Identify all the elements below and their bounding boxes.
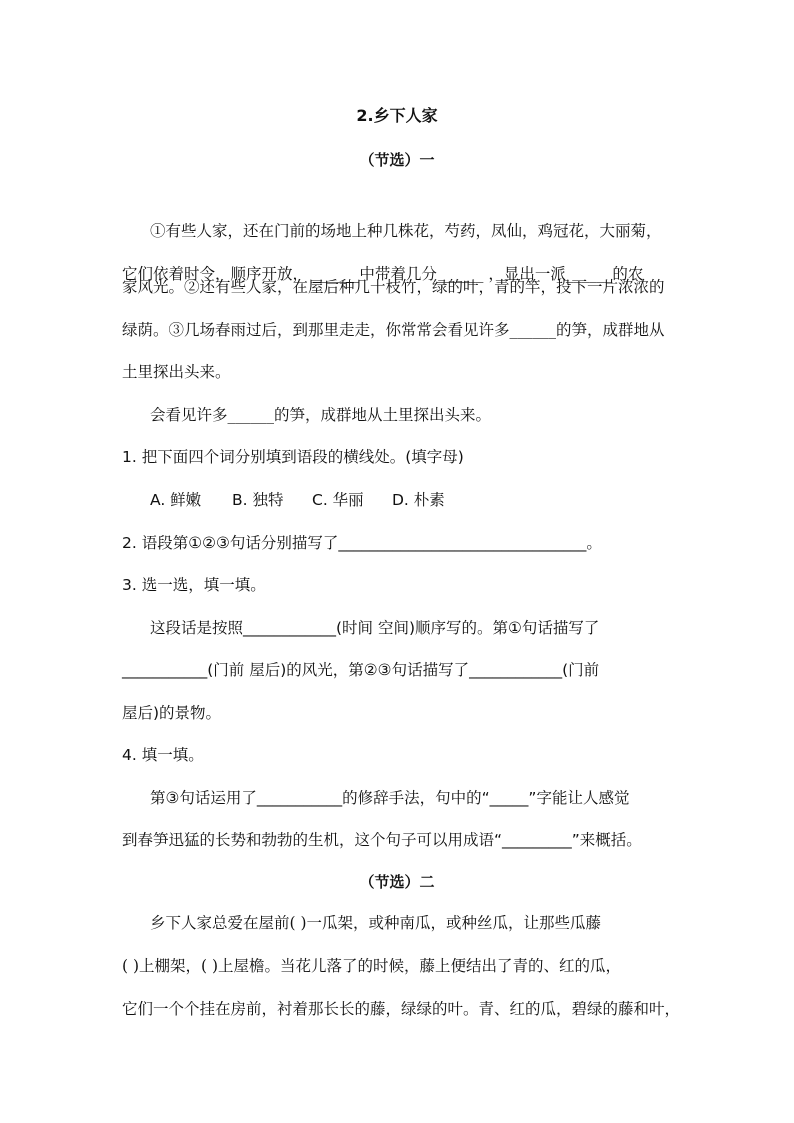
q4-line-1: 第③句话运用了___________的修辞手法，句中的“_____”字能让人感觉 xyxy=(150,789,630,807)
passage1-line-2: 它们依着时令，顺序开放， ______中带着几分______ ，显出一派______的农 xyxy=(122,265,644,283)
section-heading-2: （节选）二 xyxy=(359,873,435,891)
q1-option-d: D. 朴素 xyxy=(392,491,445,509)
section-heading-1: （节选）一 xyxy=(359,151,435,169)
passage1-repeat: 会看见许多______的笋，成群地从土里探出头来。 xyxy=(150,406,492,424)
passage1-line-1: ①有些人家，还在门前的场地上种几株花，芍药，凤仙，鸡冠花，大丽菊， xyxy=(150,222,662,240)
q4-prompt: 4. 填一填。 xyxy=(122,746,204,764)
q2-prompt: 2. 语段第①②③句话分别描写了________________________________。 xyxy=(122,534,602,552)
q1-option-c: C. 华丽 xyxy=(312,491,364,509)
q4-line-2: 到春笋迅猛的长势和勃勃的生机，这个句子可以用成语“_________”来概括。 xyxy=(122,831,642,849)
q1-option-b: B. 独特 xyxy=(232,491,284,509)
passage2-line-1: 乡下人家总爱在屋前( )一瓜架，或种南瓜，或种丝瓜，让那些瓜藤 xyxy=(150,914,602,932)
lesson-title: 2.乡下人家 xyxy=(356,106,438,125)
passage1-line-4: 绿荫。③几场春雨过后，到那里走走，你常常会看见许多______的笋，成群地从 xyxy=(122,321,665,339)
passage1-line-5: 土里探出头来。 xyxy=(122,363,231,381)
q1-option-a: A. 鲜嫩 xyxy=(150,491,202,509)
q1-prompt: 1. 把下面四个词分别填到语段的横线处。(填字母) xyxy=(122,448,464,466)
passage2-line-3: 它们一个个挂在房前，衬着那长长的藤，绿绿的叶。青、红的瓜，碧绿的藤和叶， xyxy=(122,1000,681,1018)
passage1-line-3: 家风光。②还有些人家，在屋后种几十枝竹，绿的叶，青的竿，投下一片浓浓的 xyxy=(122,278,665,296)
q3-line-3: 屋后)的景物。 xyxy=(122,704,222,722)
q3-prompt: 3. 选一选，填一填。 xyxy=(122,576,266,594)
passage2-line-2: ( )上棚架，( )上屋檐。当花儿落了的时候，藤上便结出了青的、红的瓜， xyxy=(122,957,622,975)
q3-line-1: 这段话是按照____________(时间 空间)顺序写的。第①句话描写了 xyxy=(150,619,600,637)
q3-line-2: ___________(门前 屋后)的风光，第②③句话描写了____________(门前 xyxy=(122,661,600,679)
